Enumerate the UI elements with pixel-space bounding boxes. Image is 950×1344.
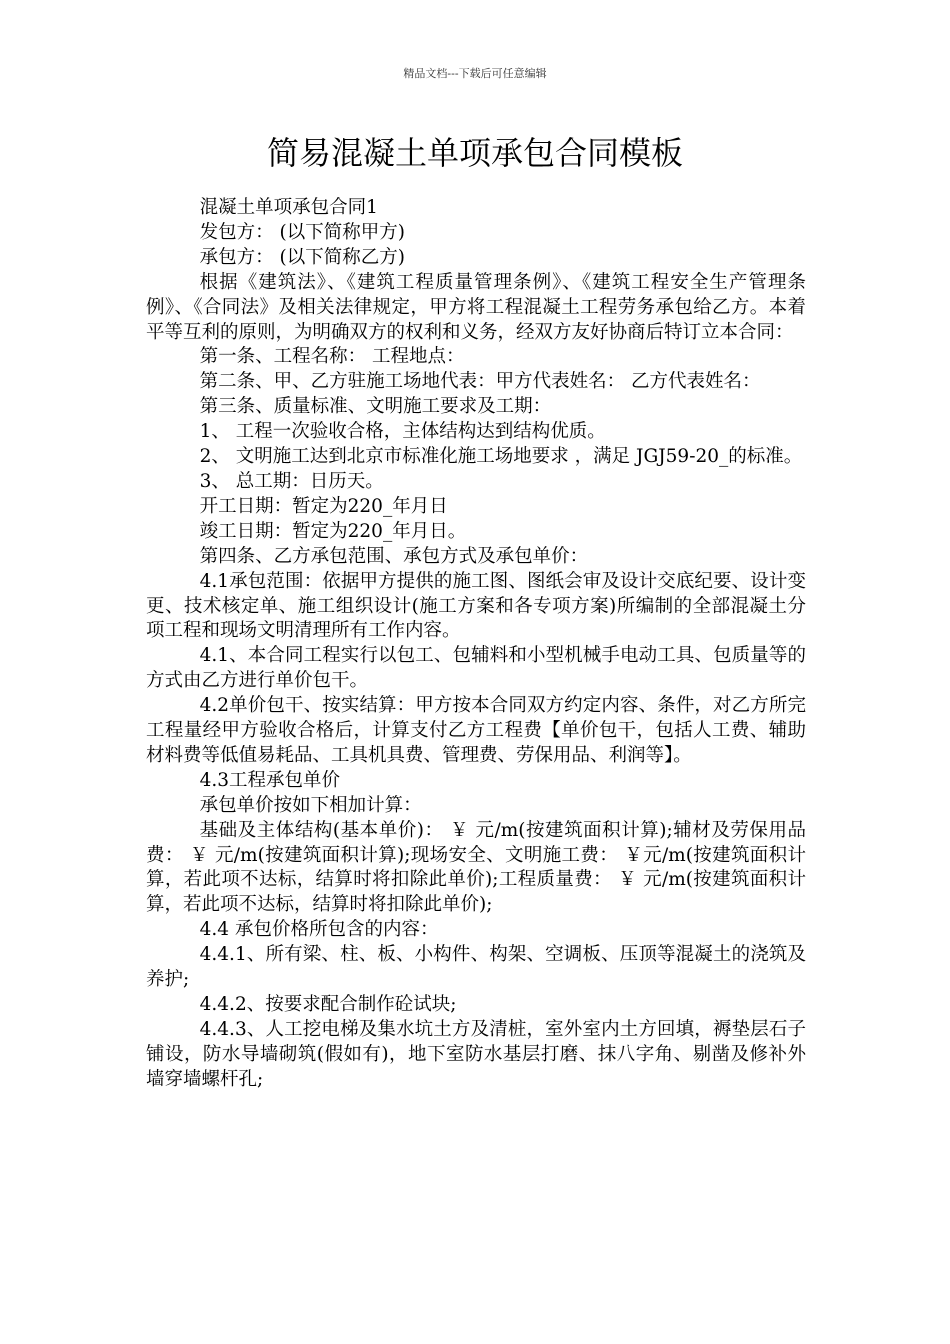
paragraph: 4.1承包范围：依据甲方提供的施工图、图纸会审及设计交底纪要、设计变更、技术核定单、施工组织设计(施工方案和各专项方案)所编制的全部混凝土分项工程和现场文明清理所有工作内容。 xyxy=(146,570,806,642)
paragraph: 4.1、本合同工程实行以包工、包辅料和小型机械手电动工具、包质量等的方式由乙方进行单价包干。 xyxy=(146,645,806,692)
paragraph: 4.4.1、所有梁、柱、板、小构件、构架、空调板、压顶等混凝土的浇筑及养护; xyxy=(146,944,806,991)
paragraph: 开工日期：暂定为220_年月日 xyxy=(199,495,448,517)
paragraph: 3、 总工期：日历天。 xyxy=(199,470,384,492)
paragraph: 4.3工程承包单价 xyxy=(199,769,341,791)
document-body xyxy=(146,196,806,1093)
paragraph: 4.4.3、人工挖电梯及集水坑土方及清桩，室外室内土方回填，褥垫层石子铺设，防水导墙砌筑(假如有)，地下室防水基层打磨、抹八字角、剔凿及修补外墙穿墙螺杆孔; xyxy=(146,1018,806,1090)
paragraph: 第一条、工程名称： 工程地点： xyxy=(199,346,465,368)
paragraph: 承包方： (以下简称乙方) xyxy=(199,246,405,268)
paragraph: 混凝土单项承包合同1 xyxy=(199,197,378,218)
paragraph: 第二条、甲、乙方驻施工场地代表：甲方代表姓名： 乙方代表姓名： xyxy=(199,371,761,393)
paragraph: 承包单价按如下相加计算： xyxy=(199,794,422,816)
paragraph: 竣工日期：暂定为220_年月日。 xyxy=(199,520,467,542)
header-note: 精品文档---下载后可任意编辑 xyxy=(403,67,547,80)
paragraph: 4.4.2、按要求配合制作砼试块; xyxy=(199,994,457,1015)
paragraph: 根据《建筑法》、《建筑工程质量管理条例》、《建筑工程安全生产管理条例》、《合同法》及相关法律规定，甲方将工程混凝土工程劳务承包给乙方。本着平等互利的原则，为明确双方的权利和义务，经双方友好协商后特订立本合同： xyxy=(146,271,806,343)
paragraph: 基础及主体结构(基本单价)： ￥ 元/m(按建筑面积计算);辅材及劳保用品费： ￥ 元/m(按建筑面积计算);现场安全、文明施工费： ￥元/m(按建筑面积计算，若此项不达标，结算时将扣除此单价);工程质量费： ￥ 元/m(按建筑面积计算，若此项不达标，结算时将扣除此单价); xyxy=(146,819,806,916)
paragraph: 第三条、质量标准、文明施工要求及工期： xyxy=(199,396,552,418)
paragraph: 2、 文明施工达到北京市标准化施工场地要求 ，满足 JGJ59-20_的标准。 xyxy=(199,446,803,468)
paragraph: 4.2单价包干、按实结算：甲方按本合同双方约定内容、条件，对乙方所完工程量经甲方验收合格后，计算支付乙方工程费【单价包干，包括人工费、辅助材料费等低值易耗品、工具机具费、管理费、劳保用品、利润等】。 xyxy=(146,695,806,766)
paragraph: 4.4 承包价格所包含的内容： xyxy=(199,919,439,941)
paragraph: 发包方： (以下简称甲方) xyxy=(199,221,405,243)
paragraph: 第四条、乙方承包范围、承包方式及承包单价： xyxy=(199,545,589,567)
document-title: 简易混凝土单项承包合同模板 xyxy=(266,134,683,172)
paragraph: 1、 工程一次验收合格，主体结构达到结构优质。 xyxy=(199,421,606,443)
